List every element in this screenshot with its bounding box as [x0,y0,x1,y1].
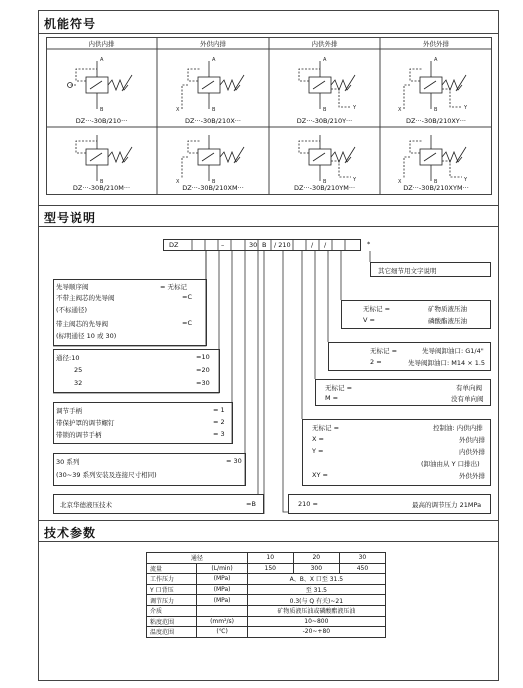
ctrl-t5: 外供外排 [459,472,485,480]
svg-text:B: B [323,179,327,185]
table-row [147,616,386,627]
pilot-v2: =C [182,293,192,301]
ctrl-k5: XY = [312,471,328,479]
header-30: 30 [339,553,385,564]
ctrl-k3: Y = [312,447,324,455]
pilot-l1: 先导顺序阀 [56,283,89,291]
code-slash-1: / [311,241,314,249]
row-name: 介质 [147,605,197,616]
adjust-l3: 带锁的调节手柄 [56,431,102,439]
cell-value: 10~800 [247,616,385,627]
row-name: Y 口背压 [147,584,197,595]
ctrl-t4: (卸油由从 Y 口排出) [421,460,480,468]
cell-value: 300 [293,563,339,574]
size-v2: =20 [196,366,210,374]
spec-table [146,552,386,638]
svg-text:B: B [100,107,104,113]
pressure-k1: 210 = [298,500,318,508]
svg-text:X: X [398,107,402,113]
adjust-v2: = 2 [213,418,225,426]
symbol-code-5: DZ···-30B/210M··· [72,184,131,192]
code-dash: – [221,241,225,249]
code-dz: DZ [169,241,179,249]
symbol-header-4: 外供外排 [423,40,449,48]
symbol-code-1: DZ···-30B/210··· [75,117,128,125]
row-unit: (MPa) [197,574,247,585]
row-name: 工作压力 [147,574,197,585]
size-l1: 通径:10 [56,354,80,362]
port-t2: 先导阀卸油口: M14 × 1.5 [408,359,486,367]
pilot-v4: =C [182,319,192,327]
svg-text:B: B [212,107,216,113]
seal-k1: 无标记 = [363,305,391,313]
svg-text:X: X [176,107,180,113]
svg-text:X: X [176,179,180,185]
svg-text:A: A [434,57,438,63]
svg-text:Y: Y [353,177,357,183]
row-unit: (L/min) [197,563,247,574]
other-text: 其它细节用文字说明 [378,267,437,275]
svg-text:X: X [398,179,402,185]
symbol-header-3: 内供外排 [311,40,338,48]
cell-value: 0.3(与 Q 有关)~21 [247,595,385,606]
port-t1: 先导阀卸油口: G1/4" [422,347,484,355]
table-row [147,574,386,585]
ctrl-t3: 内供外排 [459,448,485,456]
symbol-code-3: DZ···-30B/210Y··· [296,117,353,125]
table-row [147,605,386,616]
ctrl-k1: 无标记 = [312,424,340,432]
symbol-code-6: DZ···-30B/210XM··· [182,184,244,192]
row-name: 温度范围 [147,627,197,638]
code-b: B [262,241,267,249]
tech-std-l1: 北京华德液压技术 [60,501,112,509]
svg-text:A: A [100,57,104,63]
pressure-t1: 最高的调节压力 21MPa [412,501,482,509]
row-name: 调节压力 [147,595,197,606]
port-k2: 2 = [370,358,382,366]
header-10: 10 [247,553,293,564]
table-row [147,595,386,606]
header-size: 通径 [147,553,248,564]
section-title-tech: 技术参数 [44,526,97,540]
code-slash-2: / [324,241,327,249]
header-20: 20 [293,553,339,564]
adjust-v3: = 3 [213,430,225,438]
size-l3: 32 [74,379,83,387]
adjust-l2: 带保护罩的调节螺钉 [56,419,115,427]
ctrl-t1: 控制油: 内供内排 [433,424,483,432]
table-row [147,563,386,574]
row-name: 流量 [147,563,197,574]
svg-text:A: A [212,57,216,63]
symbol-code-8: DZ···-30B/210XYM··· [403,184,469,192]
svg-text:Y: Y [464,105,468,111]
code-star: * [367,240,371,248]
check-t2: 没有单向阀 [451,395,484,403]
check-k1: 无标记 = [325,384,353,392]
seal-k2: V = [363,316,375,324]
cell-value: 150 [247,563,293,574]
ctrl-k2: X = [312,435,324,443]
check-k2: M = [325,394,339,402]
symbol-header-2: 外供内排 [200,40,226,48]
symbol-code-4: DZ···-30B/210XY··· [406,117,466,125]
row-unit [197,605,247,616]
series-l2: (30~39 系列安装及连接尺寸相同) [56,471,157,479]
symbol-code-2: DZ···-30B/210X··· [185,117,241,125]
table-row [147,627,386,638]
table-row [147,553,386,564]
adjust-l1: 调节手柄 [56,407,82,415]
svg-text:B: B [100,179,104,185]
section-title-symbols: 机能符号 [44,17,97,31]
pilot-l3: (不标通径) [56,306,88,314]
check-t1: 有单向阀 [456,384,482,392]
divider [38,541,499,542]
svg-text:A: A [323,57,327,63]
code-210: / 210 [274,241,291,249]
svg-text:Y: Y [353,105,357,111]
svg-text:B: B [323,107,327,113]
size-l2: 25 [74,366,83,374]
pilot-l2: 不带主阀芯的先导阀 [56,294,115,302]
symbol-code-7: DZ···-30B/210YM··· [293,184,356,192]
svg-text:B: B [434,179,438,185]
row-name: 粘度范围 [147,616,197,627]
cell-value: 450 [339,563,385,574]
series-v1: = 30 [226,457,242,465]
cell-value: 至 31.5 [247,584,385,595]
table-row [147,584,386,595]
cell-value: 矿物质液压油或磷酸酯液压油 [247,605,385,616]
svg-text:Y: Y [464,177,468,183]
seal-t1: 矿物质液压油 [428,305,467,313]
row-unit: (℃) [197,627,247,638]
cell-value: A、B、X 口至 31.5 [247,574,385,585]
size-v3: =30 [196,379,210,387]
tech-std-v1: =B [246,500,256,508]
divider [38,520,499,521]
row-unit: (MPa) [197,584,247,595]
series-l1: 30 系列 [56,458,80,466]
adjust-v1: = 1 [213,406,225,414]
row-unit: (MPa) [197,595,247,606]
pilot-l5: (标明通径 10 或 30) [56,332,117,340]
cell-value: -20~+80 [247,627,385,638]
pilot-l4: 带主阀芯的先导阀 [56,320,108,328]
symbol-header-1: 内供内排 [88,40,115,48]
port-k1: 无标记 = [370,347,398,355]
seal-t2: 磷酸酯液压油 [428,317,467,325]
ctrl-t2: 外供内排 [459,436,485,444]
svg-text:B: B [212,179,216,185]
code-30: 30 [249,241,258,249]
section-title-model: 型号说明 [44,211,97,225]
size-v1: =10 [196,353,210,361]
pilot-v1: = 无标记 [160,283,188,291]
svg-text:B: B [434,107,438,113]
row-unit: (mm²/s) [197,616,247,627]
